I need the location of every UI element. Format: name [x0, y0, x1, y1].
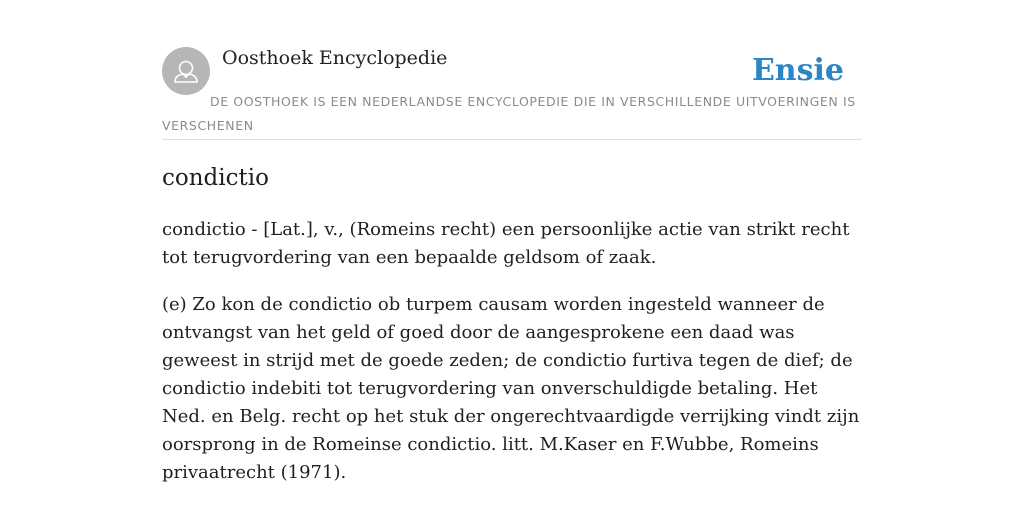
- article-paragraph-detail: (e) Zo kon de condictio ob turpem causam worden ingesteld wanneer de ontvangst van het geld of goed door de aangesprokene een daad was geweest in strijd met de goede zeden; de condictio furtiva tegen de dief; de condictio indebiti tot terugvordering van onverschuldigde betaling. Het Ned. en Belg. recht op het stuk der ongerechtvaardigde verrijking vindt zijn oorsprong in de Romeinse condictio. litt. M.Kaser en F.Wubbe, Romeins privaatrecht (1971).: [162, 294, 860, 483]
- site-title[interactable]: Oosthoek Encyclopedie: [222, 47, 448, 69]
- user-silhouette-icon: [162, 47, 210, 95]
- article: [162, 160, 862, 487]
- page-header: [162, 46, 862, 140]
- site-tagline: DE OOSTHOEK IS EEN NEDERLANDSE ENCYCLOPEDIE DIE IN VERSCHILLENDE UITVOERINGEN IS VERSCHENEN: [162, 94, 856, 133]
- article-title: condictio: [162, 165, 269, 191]
- avatar[interactable]: [162, 47, 210, 95]
- article-paragraph-definition: condictio - [Lat.], v., (Romeins recht) een persoonlijke actie van strikt recht tot terugvordering van een bepaalde geldsom of zaak.: [162, 219, 850, 268]
- brand-logo-link[interactable]: Ensie: [751, 53, 844, 88]
